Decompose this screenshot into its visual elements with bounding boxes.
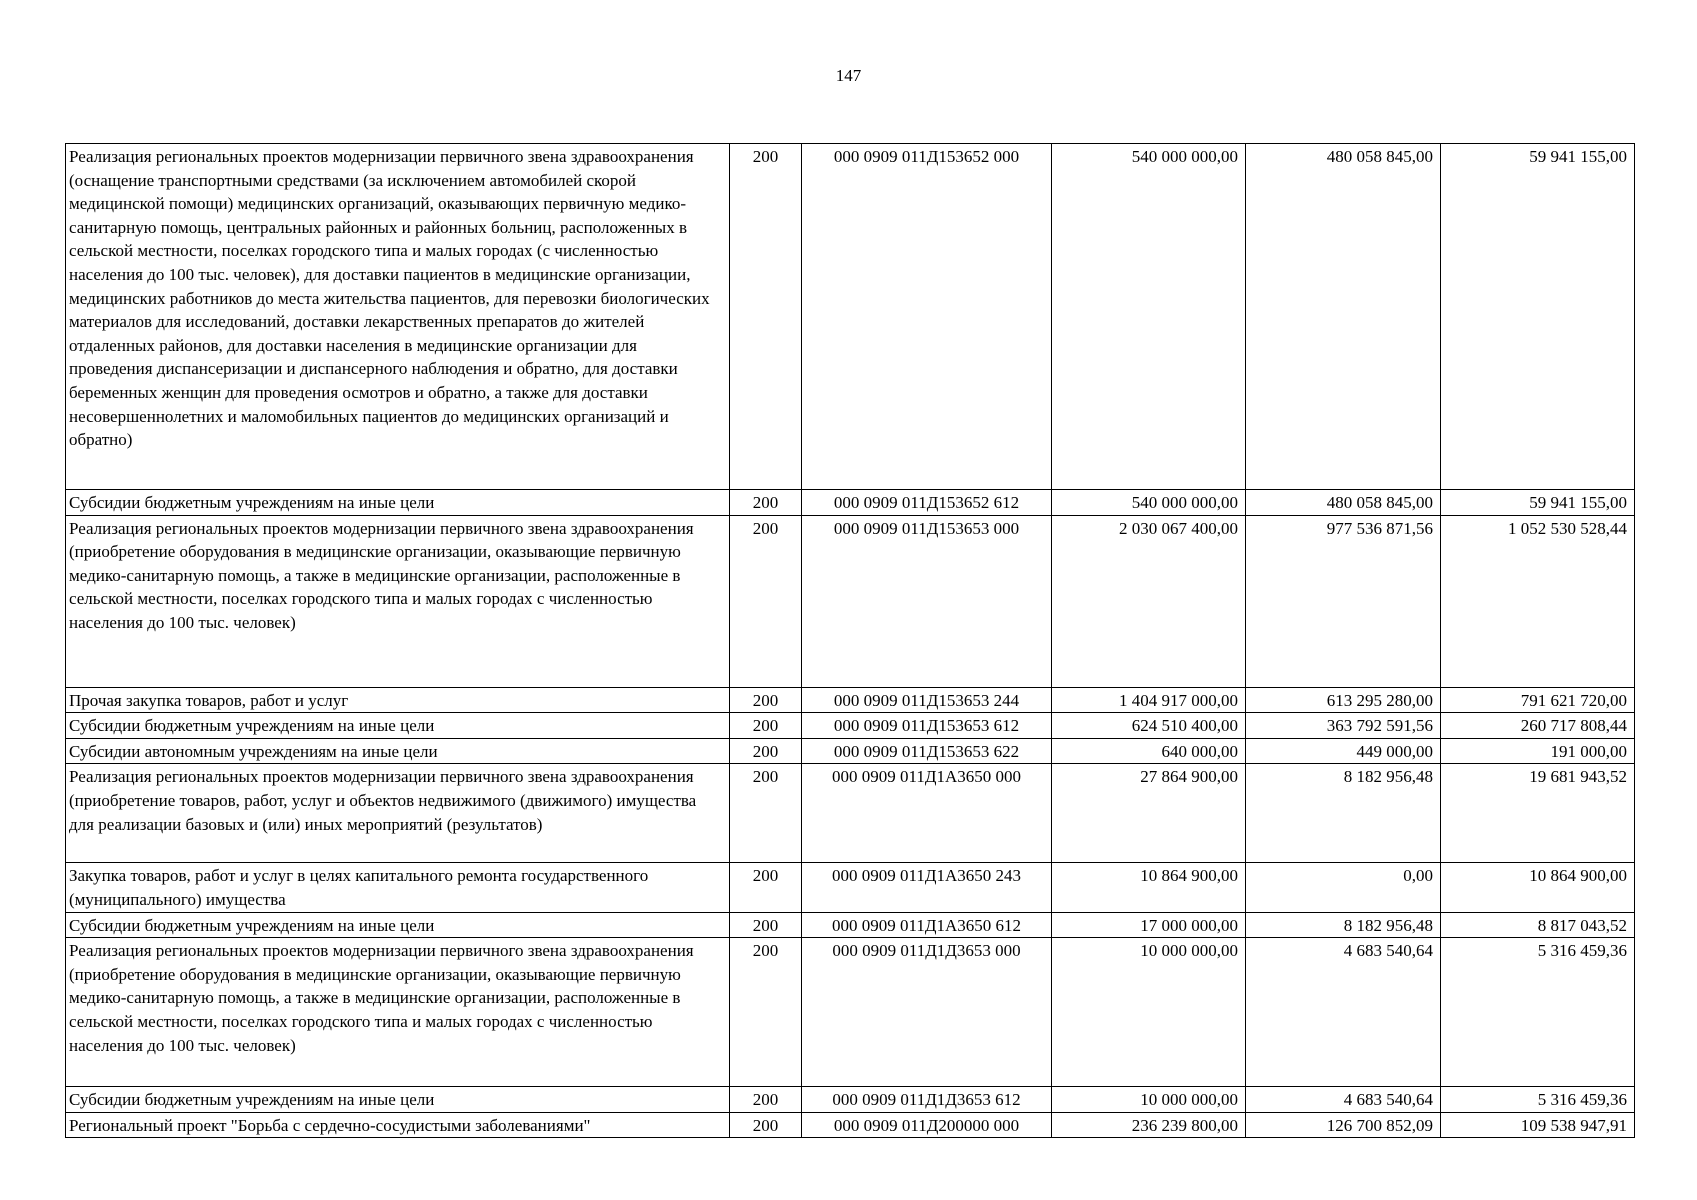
row-approved-amount: 540 000 000,00 bbox=[1052, 490, 1246, 516]
row-unexecuted-amount: 191 000,00 bbox=[1441, 738, 1635, 764]
row-budget-classification-code: 000 0909 011Д153653 244 bbox=[802, 687, 1052, 713]
row-approved-amount: 540 000 000,00 bbox=[1052, 144, 1246, 490]
row-line-code: 200 bbox=[730, 144, 802, 490]
table-row bbox=[66, 863, 1635, 912]
row-executed-amount: 8 182 956,48 bbox=[1246, 912, 1441, 938]
row-executed-amount: 4 683 540,64 bbox=[1246, 1087, 1441, 1113]
row-budget-classification-code: 000 0909 011Д153653 622 bbox=[802, 738, 1052, 764]
row-approved-amount: 2 030 067 400,00 bbox=[1052, 515, 1246, 687]
row-budget-classification-code: 000 0909 011Д1А3650 000 bbox=[802, 764, 1052, 863]
page-number: 147 bbox=[835, 66, 862, 85]
row-name: Реализация региональных проектов модернизации первичного звена здравоохранения (оснащение транспортными средствами (за исключением автомобилей скорой медицинской помощи) медицинских организаций, оказывающих первичную медико-санитарную помощь, центральных районных и районных больниц, расположенных в сельской местности, поселках городского типа и малых городах (с численностью населения до 100 тыс. человек), для доставки пациентов в медицинские организации, медицинских работников до места жительства пациентов, для перевозки биологических материалов для исследований, доставки лекарственных препаратов до жителей отдаленных районов, для доставки населения в медицинские организации для проведения диспансеризации и диспансерного наблюдения и обратно, для доставки беременных женщин для проведения осмотров и обратно, а также для доставки несовершеннолетних и маломобильных пациентов до медицинских организаций и обратно) bbox=[66, 144, 730, 490]
row-unexecuted-amount: 5 316 459,36 bbox=[1441, 938, 1635, 1087]
row-executed-amount: 126 700 852,09 bbox=[1246, 1112, 1441, 1138]
row-executed-amount: 4 683 540,64 bbox=[1246, 938, 1441, 1087]
row-line-code: 200 bbox=[730, 687, 802, 713]
row-budget-classification-code: 000 0909 011Д1А3650 243 bbox=[802, 863, 1052, 912]
row-name: Реализация региональных проектов модернизации первичного звена здравоохранения (приобретение оборудования в медицинские организации, оказывающие первичную медико-санитарную помощь, а также в медицинские организации, расположенные в сельской местности, поселках городского типа и малых городах с численностью населения до 100 тыс. человек) bbox=[66, 515, 730, 687]
table-row bbox=[66, 713, 1635, 739]
row-executed-amount: 8 182 956,48 bbox=[1246, 764, 1441, 863]
row-unexecuted-amount: 5 316 459,36 bbox=[1441, 1087, 1635, 1113]
table-row bbox=[66, 515, 1635, 687]
row-name: Субсидии бюджетным учреждениям на иные цели bbox=[66, 1087, 730, 1113]
row-line-code: 200 bbox=[730, 912, 802, 938]
row-budget-classification-code: 000 0909 011Д1Д3653 612 bbox=[802, 1087, 1052, 1113]
row-name: Субсидии бюджетным учреждениям на иные цели bbox=[66, 912, 730, 938]
row-budget-classification-code: 000 0909 011Д1Д3653 000 bbox=[802, 938, 1052, 1087]
row-budget-classification-code: 000 0909 011Д153653 612 bbox=[802, 713, 1052, 739]
table-row bbox=[66, 764, 1635, 863]
row-name: Реализация региональных проектов модернизации первичного звена здравоохранения (приобретение товаров, работ, услуг и объектов недвижимого (движимого) имущества для реализации базовых и (или) иных мероприятий (результатов) bbox=[66, 764, 730, 863]
row-unexecuted-amount: 59 941 155,00 bbox=[1441, 490, 1635, 516]
row-executed-amount: 480 058 845,00 bbox=[1246, 490, 1441, 516]
row-unexecuted-amount: 8 817 043,52 bbox=[1441, 912, 1635, 938]
row-name: Субсидии бюджетным учреждениям на иные цели bbox=[66, 713, 730, 739]
row-approved-amount: 27 864 900,00 bbox=[1052, 764, 1246, 863]
row-unexecuted-amount: 109 538 947,91 bbox=[1441, 1112, 1635, 1138]
row-budget-classification-code: 000 0909 011Д200000 000 bbox=[802, 1112, 1052, 1138]
row-executed-amount: 613 295 280,00 bbox=[1246, 687, 1441, 713]
row-name: Субсидии бюджетным учреждениям на иные цели bbox=[66, 490, 730, 516]
row-budget-classification-code: 000 0909 011Д153652 612 bbox=[802, 490, 1052, 516]
row-name: Региональный проект "Борьба с сердечно-сосудистыми заболеваниями" bbox=[66, 1112, 730, 1138]
row-executed-amount: 0,00 bbox=[1246, 863, 1441, 912]
row-name: Реализация региональных проектов модернизации первичного звена здравоохранения (приобретение оборудования в медицинские организации, оказывающие первичную медико-санитарную помощь, а также в медицинские организации, расположенные в сельской местности, поселках городского типа и малых городах с численностью населения до 100 тыс. человек) bbox=[66, 938, 730, 1087]
row-line-code: 200 bbox=[730, 938, 802, 1087]
row-executed-amount: 480 058 845,00 bbox=[1246, 144, 1441, 490]
row-approved-amount: 1 404 917 000,00 bbox=[1052, 687, 1246, 713]
table-row bbox=[66, 1087, 1635, 1113]
row-line-code: 200 bbox=[730, 764, 802, 863]
row-approved-amount: 17 000 000,00 bbox=[1052, 912, 1246, 938]
table-row bbox=[66, 144, 1635, 490]
row-approved-amount: 624 510 400,00 bbox=[1052, 713, 1246, 739]
row-unexecuted-amount: 59 941 155,00 bbox=[1441, 144, 1635, 490]
row-unexecuted-amount: 791 621 720,00 bbox=[1441, 687, 1635, 713]
row-approved-amount: 10 000 000,00 bbox=[1052, 1087, 1246, 1113]
row-name: Субсидии автономным учреждениям на иные цели bbox=[66, 738, 730, 764]
row-approved-amount: 640 000,00 bbox=[1052, 738, 1246, 764]
row-executed-amount: 449 000,00 bbox=[1246, 738, 1441, 764]
table-row bbox=[66, 1112, 1635, 1138]
row-budget-classification-code: 000 0909 011Д1А3650 612 bbox=[802, 912, 1052, 938]
table-row bbox=[66, 938, 1635, 1087]
row-approved-amount: 10 000 000,00 bbox=[1052, 938, 1246, 1087]
row-line-code: 200 bbox=[730, 713, 802, 739]
budget-execution-table bbox=[65, 143, 1635, 1138]
row-unexecuted-amount: 260 717 808,44 bbox=[1441, 713, 1635, 739]
table-row bbox=[66, 687, 1635, 713]
row-line-code: 200 bbox=[730, 863, 802, 912]
row-budget-classification-code: 000 0909 011Д153653 000 bbox=[802, 515, 1052, 687]
row-approved-amount: 236 239 800,00 bbox=[1052, 1112, 1246, 1138]
row-unexecuted-amount: 10 864 900,00 bbox=[1441, 863, 1635, 912]
row-executed-amount: 363 792 591,56 bbox=[1246, 713, 1441, 739]
row-unexecuted-amount: 19 681 943,52 bbox=[1441, 764, 1635, 863]
row-executed-amount: 977 536 871,56 bbox=[1246, 515, 1441, 687]
row-line-code: 200 bbox=[730, 1112, 802, 1138]
table-row bbox=[66, 738, 1635, 764]
row-name: Закупка товаров, работ и услуг в целях капитального ремонта государственного (муниципального) имущества bbox=[66, 863, 730, 912]
row-approved-amount: 10 864 900,00 bbox=[1052, 863, 1246, 912]
row-budget-classification-code: 000 0909 011Д153652 000 bbox=[802, 144, 1052, 490]
row-line-code: 200 bbox=[730, 515, 802, 687]
row-name: Прочая закупка товаров, работ и услуг bbox=[66, 687, 730, 713]
row-line-code: 200 bbox=[730, 490, 802, 516]
table-row bbox=[66, 490, 1635, 516]
table-row bbox=[66, 912, 1635, 938]
row-line-code: 200 bbox=[730, 1087, 802, 1113]
row-unexecuted-amount: 1 052 530 528,44 bbox=[1441, 515, 1635, 687]
row-line-code: 200 bbox=[730, 738, 802, 764]
